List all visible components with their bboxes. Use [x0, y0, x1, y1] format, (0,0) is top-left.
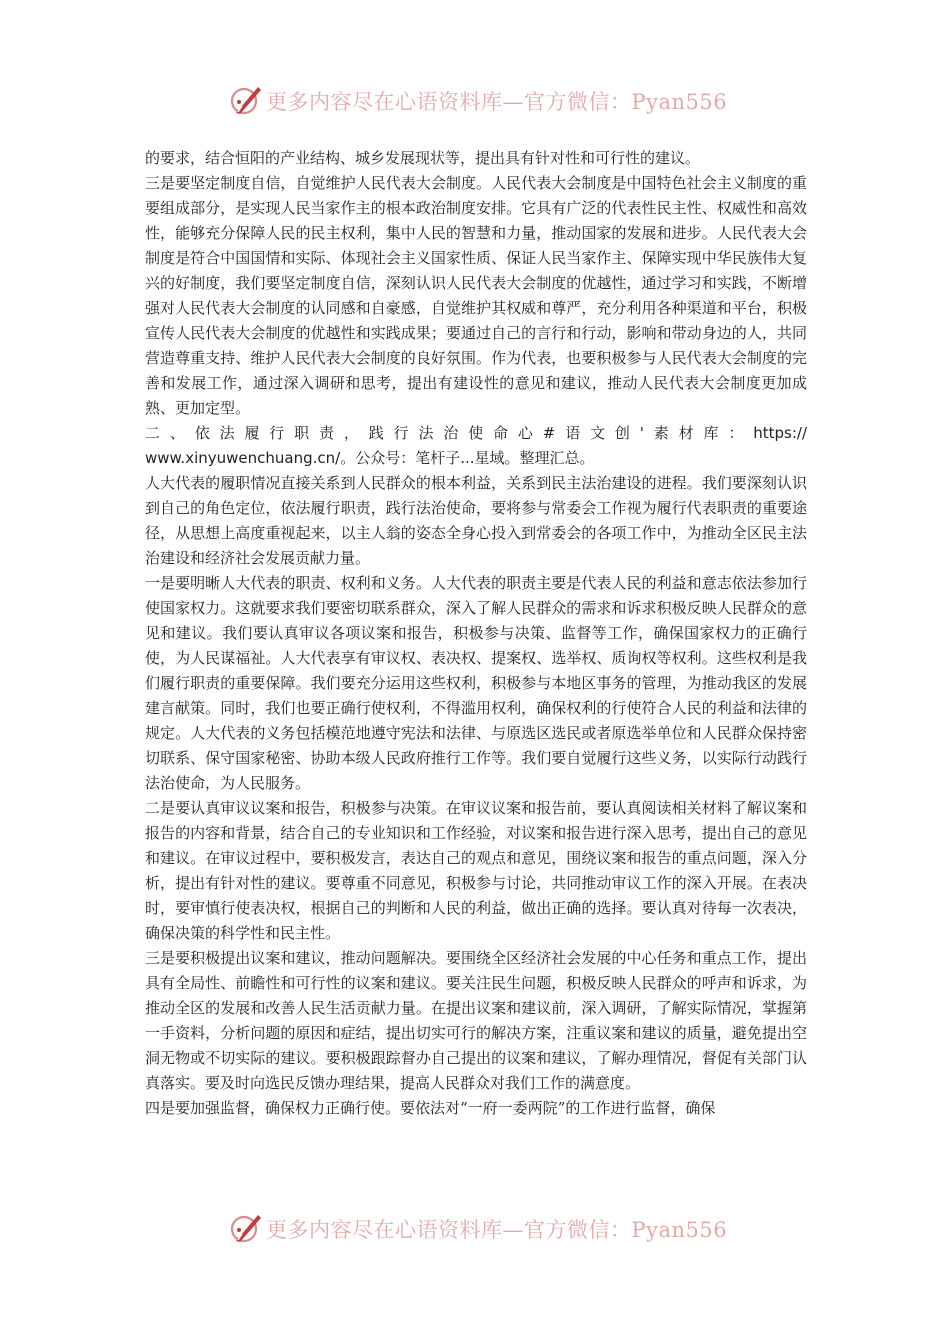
paragraph: 四是要加强监督，确保权力正确行使。要依法对“一府一委两院”的工作进行监督，确保 — [145, 1099, 716, 1117]
paragraph: 一是要明晰人大代表的职责、权利和义务。人大代表的职责主要是代表人民的利益和意志依法参加行使国家权力。这就要求我们要密切联系群众，深入了解人民群众的需求和诉求积极反映人民群众的意见和建议。我们要认真审议各项议案和报告，积极参与决策、监督等工作，确保国家权力的正确行使，为人民谋福祉。人大代表享有审议权、表决权、提案权、选举权、质询权等权利。这些权利是我们履行职责的重要保障。我们要充分运用这些权利，积极参与本地区事务的管理，为推动我区的发展建言献策。同时，我们也要正确行使权利，不得滥用权利，确保权利的行使符合人民的利益和法律的规定。人大代表的义务包括模范地遵守宪法和法律、与原选区选民或者原选举单位和人民群众保持密切联系、保守国家秘密、协助本级人民政府推行工作等。我们要自觉履行这些义务，以实际行动践行法治使命，为人民服务。 — [145, 574, 807, 792]
paragraph: 三是要积极提出议案和建议，推动问题解决。要围绕全区经济社会发展的中心任务和重点工作，提出具有全局性、前瞻性和可行性的议案和建议。要关注民生问题，积极反映人民群众的呼声和诉求，为推动全区的发展和改善人民生活贡献力量。在提出议案和建议前，深入调研，了解实际情况，掌握第一手资料，分析问题的原因和症结，提出切实可行的解决方案，注重议案和建议的质量，避免提出空洞无物或不切实际的建议。要积极跟踪督办自己提出的议案和建议，了解办理情况，督促有关部门认真落实。要及时向选民反馈办理结果，提高人民群众对我们工作的满意度。 — [145, 949, 807, 1092]
header-banner — [0, 80, 950, 124]
document-body — [145, 146, 807, 1121]
paragraph: 二是要认真审议议案和报告，积极参与决策。在审议议案和报告前，要认真阅读相关材料了解议案和报告的内容和背景，结合自己的专业知识和工作经验，对议案和报告进行深入思考，提出自己的意见和建议。在审议过程中，要积极发言，表达自己的观点和意见，围绕议案和报告的重点问题，深入分析，提出有针对性的建议。要尊重不同意见，积极参与讨论，共同推动审议工作的深入开展。在表决时，要审慎行使表决权，根据自己的判断和人民的利益，做出正确的选择。要认真对待每一次表决，确保决策的科学性和民主性。 — [145, 799, 807, 942]
quill-pen-circle-icon — [228, 82, 264, 118]
banner-text: 更多内容尽在心语资料库—官方微信：Pyan556 — [266, 1218, 728, 1242]
quill-pen-circle-icon — [228, 1210, 264, 1246]
footer-banner — [0, 1208, 950, 1252]
paragraph: 三是要坚定制度自信，自觉维护人民代表大会制度。人民代表大会制度是中国特色社会主义制度的重要组成部分，是实现人民当家作主的根本政治制度安排。它具有广泛的代表性民主性、权威性和高效性，能够充分保障人民的民主权利，集中人民的智慧和力量，推动国家的发展和进步。人民代表大会制度是符合中国国情和实际、体现社会主义国家性质、保证人民当家作主、保障实现中华民族伟大复兴的好制度，我们要坚定制度自信，深刻认识人民代表大会制度的优越性，通过学习和实践，不断增强对人民代表大会制度的认同感和自豪感，自觉维护其权威和尊严，充分利用各种渠道和平台，积极宣传人民代表大会制度的优越性和实践成果；要通过自己的言行和行动，影响和带动身边的人，共同营造尊重支持、维护人民代表大会制度的良好氛围。作为代表，也要积极参与人民代表大会制度的完善和发展工作，通过深入调研和思考，提出有建设性的意见和建议，推动人民代表大会制度更加成熟、更加定型。 — [145, 174, 807, 417]
paragraph: 的要求，结合恒阳的产业结构、城乡发展现状等，提出具有针对性和可行性的建议。 — [145, 149, 701, 167]
section-heading: 二、依法履行职责，践行法治使命心#语文创'素材库：https:// — [145, 424, 807, 442]
banner-text: 更多内容尽在心语资料库—官方微信：Pyan556 — [266, 90, 728, 114]
paragraph: 人大代表的履职情况直接关系到人民群众的根本利益，关系到民主法治建设的进程。我们要深刻认识到自己的角色定位，依法履行职责，践行法治使命，要将参与常委会工作视为履行代表职责的重要途径，从思想上高度重视起来，以主人翁的姿态全身心投入到常委会的各项工作中，为推动全区民主法治建设和经济社会发展贡献力量。 — [145, 474, 807, 567]
section-heading-continuation: www.xinyuwenchuang.cn/。公众号：笔杆子...星域。整理汇总。 — [145, 449, 595, 467]
